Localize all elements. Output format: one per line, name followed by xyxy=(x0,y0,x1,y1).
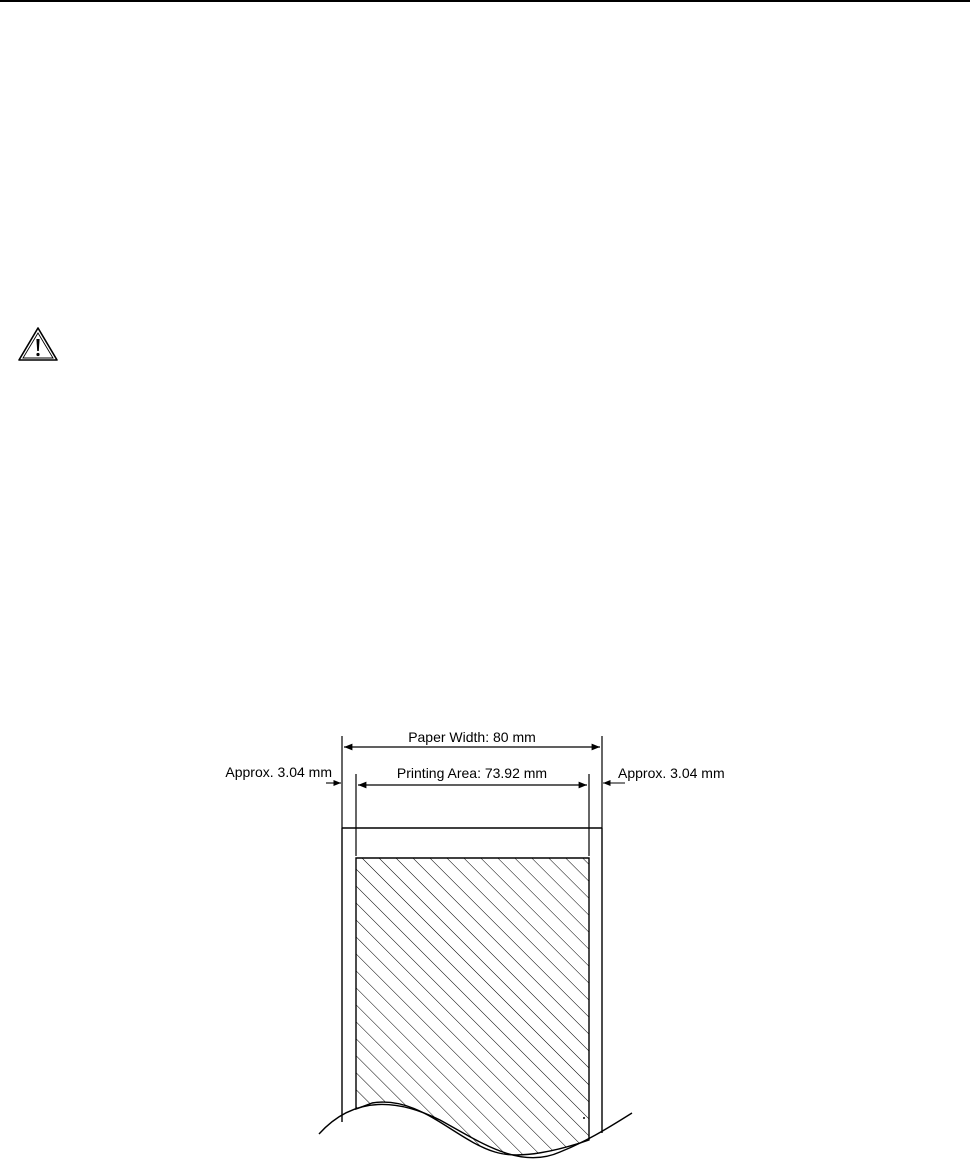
header-rule xyxy=(0,0,970,2)
paper-width-diagram xyxy=(0,700,970,1165)
right-margin-dimension xyxy=(603,765,725,783)
left-margin-dimension xyxy=(225,764,372,783)
paper-width-label: Paper Width: 80 mm xyxy=(408,729,536,745)
left-margin-label: Approx. 3.04 mm xyxy=(225,764,332,780)
warning-triangle-icon xyxy=(17,326,59,362)
right-margin-label: Approx. 3.04 mm xyxy=(618,765,725,781)
printing-area-hatch xyxy=(356,858,589,1155)
printing-area-dimension xyxy=(356,765,589,856)
printing-area-label: Printing Area: 73.92 mm xyxy=(396,765,548,781)
